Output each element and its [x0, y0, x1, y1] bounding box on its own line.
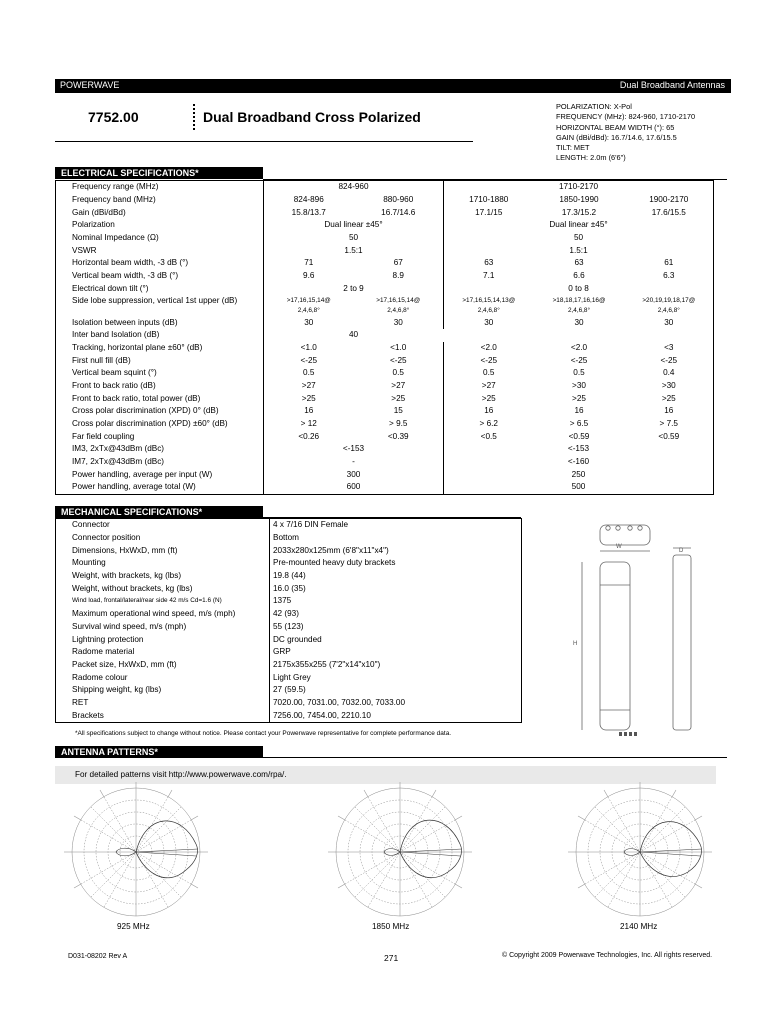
cell-value: >27 [391, 380, 406, 390]
cell-value: <1.0 [390, 342, 407, 352]
cell-value: 16 [444, 405, 534, 418]
table-row [56, 582, 522, 595]
cell-value: >27 [264, 380, 354, 393]
row-label: Brackets [72, 710, 104, 720]
cell-value: 0.5 [392, 368, 404, 378]
cell-value: 67 [393, 258, 403, 268]
cell-value: 1.5:1 [444, 244, 714, 257]
summary-tilt: TILT: MET [556, 143, 590, 153]
table-row [56, 244, 714, 257]
patterns-section-header: ANTENNA PATTERNS* [55, 746, 263, 758]
table-row [56, 544, 522, 557]
cell-value: 300 [264, 468, 444, 481]
cell-value: 19.8 (44) [270, 570, 522, 583]
table-row [56, 684, 522, 697]
row-label: Vertical beam width, -3 dB (°) [72, 271, 179, 281]
cell-value: 6.3 [663, 271, 675, 281]
electrical-section-header: ELECTRICAL SPECIFICATIONS* [55, 167, 263, 179]
cell-value: <-25 [444, 354, 534, 367]
cell-value: >25 [264, 392, 354, 405]
row-label-blank [56, 306, 264, 317]
table-row [56, 257, 714, 270]
cell-value: <0.39 [387, 431, 409, 441]
cell-value: > 6.5 [569, 419, 589, 429]
radiation-patterns [60, 782, 720, 932]
cell-value: <0.59 [658, 431, 680, 441]
cell-value: <0.59 [568, 431, 590, 441]
row-label: Vertical beam squint (°) [72, 368, 157, 378]
table-row [56, 418, 714, 431]
connector-stub [624, 732, 627, 736]
cell-value: >17,16,15,14@ [376, 296, 421, 304]
title-underline [55, 141, 473, 142]
table-row [56, 306, 714, 317]
cell-value: 71 [264, 257, 354, 270]
summary-length: LENGTH: 2.0m (6'6") [556, 153, 626, 163]
cell-value: 27 (59.5) [270, 684, 522, 697]
cell-value: Bottom [270, 532, 522, 545]
cell-value: <-153 [444, 443, 714, 456]
table-row [56, 194, 714, 207]
cell-value: 4 x 7/16 DIN Female [270, 519, 522, 532]
cell-value: 42 (93) [270, 608, 522, 621]
cell-value: 250 [444, 468, 714, 481]
mechanical-section-header: MECHANICAL SPECIFICATIONS* [55, 506, 263, 518]
pattern-1850-mhz [328, 782, 472, 916]
table-row [56, 608, 522, 621]
height-label: H [573, 641, 578, 647]
row-label: Cross polar discrimination (XPD) ±60° (dB) [72, 419, 228, 429]
cell-value: <1.0 [264, 342, 354, 355]
row-label: Far field coupling [72, 431, 135, 441]
cell-value: 16.0 (35) [270, 582, 522, 595]
cell-value: 2 to 9 [264, 283, 444, 296]
row-label: First null fill (dB) [72, 355, 131, 365]
antenna-dimension-drawing [560, 515, 730, 745]
table-row [56, 181, 714, 194]
row-label: RET [72, 697, 89, 707]
row-label: Horizontal beam width, -3 dB (°) [72, 258, 189, 268]
row-label: Weight, without brackets, kg (lbs) [72, 583, 193, 593]
cell-value: 30 [393, 317, 403, 327]
row-label: Connector position [72, 533, 141, 543]
cell-value: 1900-2170 [649, 195, 689, 205]
copyright-notice: © Copyright 2009 Powerwave Technologies, Inc. All rights reserved. [502, 952, 713, 959]
cell-value: 30 [574, 317, 584, 327]
cell-value: 30 [264, 316, 354, 329]
cell-value: 0.5 [264, 367, 354, 380]
table-row [56, 621, 522, 634]
cell-value: 2033x280x125mm (6'8"x11"x4") [270, 544, 522, 557]
row-label: Gain (dBi/dBd) [72, 207, 126, 217]
cell-value: 17.1/15 [444, 206, 534, 219]
depth-label: D [679, 548, 684, 554]
table-row [56, 219, 714, 232]
row-label: Polarization [72, 220, 115, 230]
cell-value: 1375 [270, 595, 522, 608]
pattern-2140-mhz [568, 782, 712, 916]
cell-value: 2,4,6,8° [444, 306, 534, 317]
table-row [56, 468, 714, 481]
cell-value: 600 [264, 481, 444, 494]
connector-stub [629, 732, 632, 736]
cell-value: <0.5 [444, 430, 534, 443]
row-label: Packet size, HxWxD, mm (ft) [72, 659, 177, 669]
cell-value: <3 [664, 342, 674, 352]
row-label: Wind load, frontal/lateral/rear side 42 m/s Cd=1.6 (N) [72, 597, 222, 605]
table-row [56, 367, 714, 380]
product-category: Dual Broadband Antennas [619, 80, 725, 90]
row-label: Weight, with brackets, kg (lbs) [72, 571, 182, 581]
cell-value: 63 [574, 258, 584, 268]
row-label: Radome colour [72, 672, 128, 682]
connector-circle [638, 526, 642, 530]
cell-value: 16 [664, 406, 674, 416]
table-row [56, 354, 714, 367]
table-row [56, 481, 714, 494]
cell-value: 1850-1990 [559, 195, 599, 205]
cell-value: 1.5:1 [264, 244, 444, 257]
cell-value: 880-960 [383, 195, 414, 205]
table-row [56, 595, 522, 608]
cell-value: <-160 [444, 456, 714, 469]
cell-value: 16 [574, 406, 584, 416]
cell-value: 15 [393, 406, 403, 416]
table-row [56, 532, 522, 545]
row-label: Nominal Impedance (Ω) [72, 233, 159, 243]
cell-value: <0.26 [264, 430, 354, 443]
table-row [56, 329, 714, 342]
cell-value: >27 [444, 380, 534, 393]
cell-value: <-25 [264, 354, 354, 367]
cell-value: 61 [664, 258, 674, 268]
row-label: Isolation between inputs (dB) [72, 317, 178, 327]
summary-specs [556, 102, 695, 164]
cell-value: 2,4,6,8° [387, 307, 410, 315]
row-label: Connector [72, 520, 110, 530]
cell-value: >25 [444, 392, 534, 405]
cell-value: 30 [664, 317, 674, 327]
cell-value: - [264, 456, 444, 469]
table-row [56, 392, 714, 405]
summary-polarization: POLARIZATION: X-Pol [556, 102, 632, 111]
cell-value: 824-960 [264, 181, 444, 194]
cell-value: GRP [270, 646, 522, 659]
cell-value: 7020.00, 7031.00, 7032.00, 7033.00 [270, 697, 522, 710]
row-label: Mounting [72, 558, 106, 568]
front-view-outline [600, 562, 630, 730]
cell-value: <2.0 [444, 342, 534, 355]
cell-value: 7256.00, 7454.00, 2210.10 [270, 709, 522, 722]
table-row [56, 405, 714, 418]
summary-frequency: FREQUENCY (MHz): 824-960, 1710-2170 [556, 112, 696, 122]
cell-value: >25 [661, 393, 676, 403]
top-banner [55, 79, 731, 93]
table-row [56, 206, 714, 219]
row-label: Frequency band (MHz) [72, 195, 156, 205]
table-row [56, 456, 714, 469]
row-label: Side lobe suppression, vertical 1st upper (dB) [72, 295, 238, 305]
cell-value: 55 (123) [270, 621, 522, 634]
row-label: IM3, 2xTx@43dBm (dBc) [72, 444, 165, 454]
cell-value: 500 [444, 481, 714, 494]
cell-value: <-25 [570, 355, 588, 365]
table-row [56, 232, 714, 245]
row-label: Dimensions, HxWxD, mm (ft) [72, 545, 178, 555]
cell-value: >17,16,15,14@ [264, 295, 354, 306]
table-row [56, 671, 522, 684]
cell-value: 9.6 [264, 270, 354, 283]
row-label: Power handling, average total (W) [72, 482, 196, 492]
cell-value: >30 [572, 380, 586, 390]
dotted-divider [193, 104, 195, 130]
patterns-header-rule [263, 757, 727, 758]
cell-value: 824-896 [264, 194, 354, 207]
table-row [56, 709, 522, 722]
table-row [56, 430, 714, 443]
connector-circle [606, 526, 610, 530]
pattern-label-1850: 1850 MHz [372, 922, 410, 931]
row-label: Shipping weight, kg (lbs) [72, 685, 162, 695]
connector-circle [616, 526, 620, 530]
cell-value: >20,19,19,18,17@ [642, 296, 696, 304]
cell-value: 1710-1880 [444, 194, 534, 207]
connector-stub [619, 732, 622, 736]
cell-value: Dual linear ±45° [444, 219, 714, 232]
product-title: Dual Broadband Cross Polarized [203, 109, 421, 125]
cell-value: Pre-mounted heavy duty brackets [270, 557, 522, 570]
cell-value: > 12 [264, 418, 354, 431]
row-label: Survival wind speed, m/s (mph) [72, 621, 187, 631]
cell-value: DC grounded [270, 633, 522, 646]
cell-value: >25 [572, 393, 586, 403]
table-row [56, 557, 522, 570]
side-view-outline [673, 555, 691, 730]
cell-value: 17.6/15.5 [651, 207, 686, 217]
row-label: Front to back ratio, total power (dB) [72, 393, 201, 403]
row-label: IM7, 2xTx@43dBm (dBc) [72, 457, 165, 467]
brand-name: POWERWAVE [60, 80, 120, 90]
table-row [56, 342, 714, 355]
summary-beam-width: HORIZONTAL BEAM WIDTH (°): 65 [556, 122, 675, 132]
cell-value: 6.6 [573, 271, 585, 281]
cell-value: 15.8/13.7 [264, 206, 354, 219]
table-row [56, 443, 714, 456]
row-label: VSWR [72, 245, 97, 255]
document-number: D031-08202 Rev A [68, 953, 128, 960]
table-row [56, 697, 522, 710]
cell-value: 0.4 [663, 368, 675, 378]
cell-value: >30 [661, 380, 676, 390]
pattern-label-2140: 2140 MHz [620, 922, 658, 931]
cell-value: 16 [264, 405, 354, 418]
electrical-specs-table [55, 180, 714, 495]
cell-value: 63 [444, 257, 534, 270]
row-label: Maximum operational wind speed, m/s (mph) [72, 609, 236, 619]
table-row [56, 270, 714, 283]
cell-value: <-153 [264, 443, 444, 456]
table-row [56, 295, 714, 306]
pattern-925-mhz [64, 782, 208, 916]
summary-gain: GAIN (dBi/dBd): 16.7/14.6, 17.6/15.5 [556, 132, 677, 142]
table-row [56, 316, 714, 329]
cell-value: 0 to 8 [444, 283, 714, 296]
row-label: Electrical down tilt (°) [72, 283, 149, 293]
row-label: Inter band Isolation (dB) [72, 330, 160, 340]
row-label: Tracking, horizontal plane ±60° (dB) [72, 342, 203, 352]
row-label: Lightning protection [72, 634, 144, 644]
patterns-link-text[interactable]: For detailed patterns visit http://www.powerwave.com/rpa/. [75, 770, 287, 779]
page-number: 271 [384, 953, 399, 963]
cell-value: 50 [264, 232, 444, 245]
cell-value: >25 [391, 393, 406, 403]
cell-value: <-25 [389, 355, 407, 365]
cell-value: > 9.5 [389, 419, 408, 429]
table-row [56, 570, 522, 583]
spec-footnote: *All specifications subject to change without notice. Please contact your Powerwave representative for complete performance data. [75, 730, 452, 737]
cell-value: 2,4,6,8° [264, 306, 354, 317]
cell-value: Dual linear ±45° [264, 219, 444, 232]
cell-value: 17.3/15.2 [561, 207, 597, 217]
pattern-label-925: 925 MHz [117, 922, 150, 931]
row-label: Radome material [72, 647, 135, 657]
row-label: Front to back ratio (dB) [72, 380, 156, 390]
row-label: Frequency range (MHz) [72, 182, 159, 192]
cell-value: > 6.2 [444, 418, 534, 431]
model-number: 7752.00 [88, 109, 139, 125]
table-row [56, 646, 522, 659]
row-label: Cross polar discrimination (XPD) 0° (dB) [72, 406, 219, 416]
table-row [56, 519, 522, 532]
cell-value: 30 [444, 316, 534, 329]
width-label: W [616, 544, 622, 550]
cell-value: >17,16,15,14,13@ [444, 295, 534, 306]
cell-value: 0.5 [573, 368, 585, 378]
cell-value: 2,4,6,8° [657, 307, 680, 315]
connector-stub [634, 732, 637, 736]
cell-value: <-25 [660, 355, 678, 365]
connector-circle [628, 526, 632, 530]
table-row [56, 633, 522, 646]
cell-value: 40 [264, 329, 714, 342]
cell-value: > 7.5 [659, 419, 678, 429]
table-row [56, 380, 714, 393]
cell-value: 50 [444, 232, 714, 245]
cell-value: 2175x355x255 (7'2"x14"x10") [270, 659, 522, 672]
cell-value: 7.1 [444, 270, 534, 283]
cell-value: >18,18,17,16,16@ [552, 296, 606, 304]
cell-value: 8.9 [392, 271, 404, 281]
cell-value: Light Grey [270, 671, 522, 684]
row-label: Power handling, average per input (W) [72, 469, 213, 479]
table-row [56, 283, 714, 296]
table-row [56, 659, 522, 672]
cell-value: 16.7/14.6 [381, 207, 416, 217]
cell-value: 0.5 [444, 367, 534, 380]
cell-value: 1710-2170 [444, 181, 714, 194]
mechanical-specs-table [55, 518, 522, 723]
cell-value: <2.0 [570, 342, 588, 352]
cell-value: 2,4,6,8° [567, 307, 591, 315]
